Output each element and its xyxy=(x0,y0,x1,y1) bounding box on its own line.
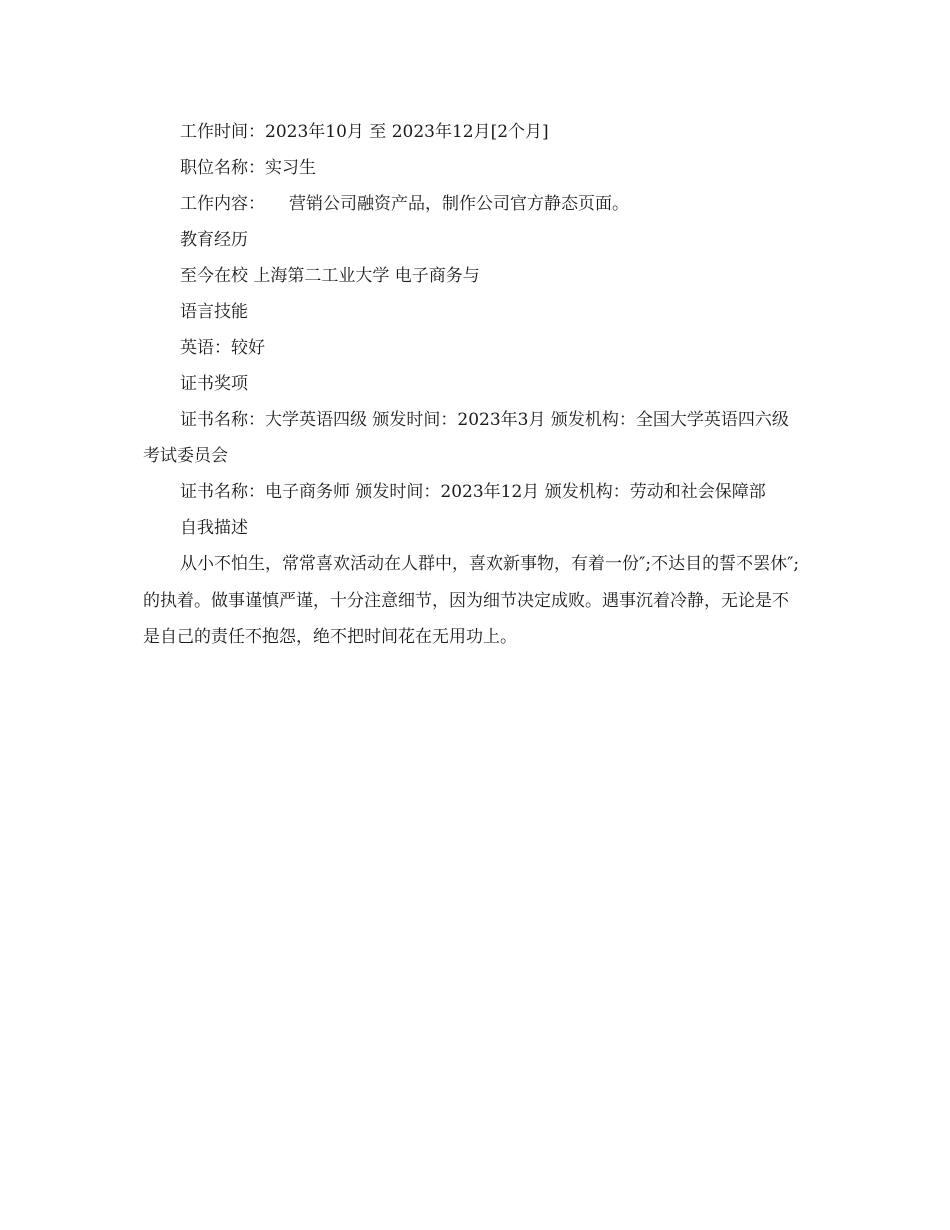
resume-page xyxy=(143,114,805,656)
position-line: 职位名称：实习生 xyxy=(180,158,316,178)
certificates-heading: 证书奖项 xyxy=(180,374,248,394)
self-description-heading: 自我描述 xyxy=(180,518,248,538)
work-time-line: 工作时间：2023年10月 至 2023年12月[2个月] xyxy=(180,122,549,142)
language-heading: 语言技能 xyxy=(180,302,248,322)
certificate-item-cet4: 证书名称：大学英语四级 颁发时间：2023年3月 颁发机构：全国大学英语四六级考试委员会 xyxy=(143,410,789,466)
self-description-text: 从小不怕生，常常喜欢活动在人群中，喜欢新事物，有着一份″;不达目的誓不罢休″;的执着。做事谨慎严谨，十分注意细节，因为细节决定成败。遇事沉着冷静，无论是不是自己的责任不抱怨，绝不把时间花在无用功上。 xyxy=(143,554,800,647)
work-content-text: 营销公司融资产品，制作公司官方静态页面。 xyxy=(289,194,629,214)
certificate-item-ecommerce: 证书名称：电子商务师 颁发时间：2023年12月 颁发机构：劳动和社会保障部 xyxy=(180,482,766,502)
work-content-label: 工作内容： xyxy=(180,194,265,214)
education-line: 至今在校 上海第二工业大学 电子商务与 xyxy=(180,266,480,286)
work-content-line xyxy=(143,186,805,222)
language-line: 英语：较好 xyxy=(180,338,265,358)
education-heading: 教育经历 xyxy=(180,230,248,250)
